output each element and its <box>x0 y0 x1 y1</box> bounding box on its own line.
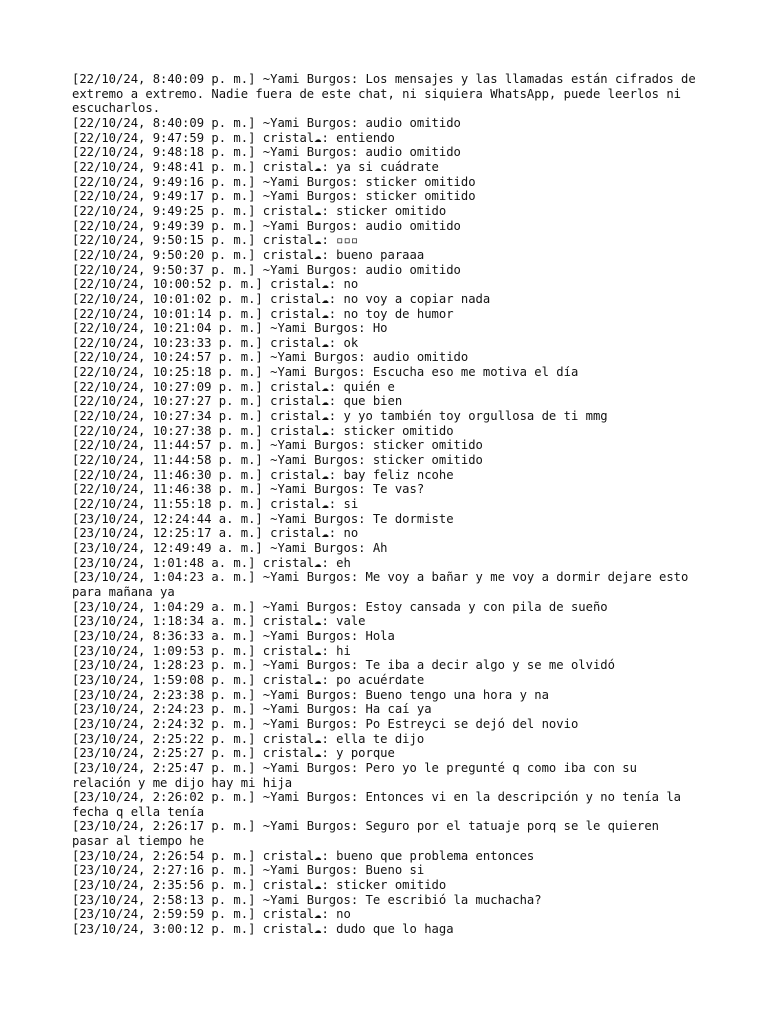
chat-message-line: [22/10/24, 10:27:34 p. m.] cristal☁: y yo también toy orgullosa de ti mmg <box>72 409 608 424</box>
chat-message-line: [22/10/24, 9:49:17 p. m.] ~Yami Burgos: sticker omitido <box>72 189 476 204</box>
chat-message-line: [22/10/24, 9:50:37 p. m.] ~Yami Burgos: audio omitido <box>72 262 461 277</box>
chat-transcript <box>72 72 702 937</box>
chat-message-line: [22/10/24, 9:49:25 p. m.] cristal☁: sticker omitido <box>72 203 447 218</box>
chat-message-line: [23/10/24, 12:25:17 a. m.] cristal☁: no <box>72 526 359 541</box>
chat-message-line: [23/10/24, 2:25:27 p. m.] cristal☁: y porque <box>72 746 395 761</box>
chat-message-line: [23/10/24, 2:26:02 p. m.] ~Yami Burgos: Entonces vi en la descripción y no tenía la fecha q ella tenía <box>72 790 689 819</box>
chat-message-line: [22/10/24, 10:24:57 p. m.] ~Yami Burgos: audio omitido <box>72 350 469 365</box>
chat-message-line: [23/10/24, 2:24:23 p. m.] ~Yami Burgos: Ha caí ya <box>72 702 432 717</box>
chat-message-line: [23/10/24, 1:09:53 p. m.] cristal☁: hi <box>72 643 351 658</box>
chat-message-line: [23/10/24, 1:18:34 a. m.] cristal☁: vale <box>72 614 366 629</box>
chat-message-line: [23/10/24, 1:28:23 p. m.] ~Yami Burgos: Te iba a decir algo y se me olvidó <box>72 658 615 673</box>
chat-message-line: [22/10/24, 10:25:18 p. m.] ~Yami Burgos: Escucha eso me motiva el día <box>72 365 579 380</box>
chat-message-line: [23/10/24, 2:26:54 p. m.] cristal☁: bueno que problema entonces <box>72 848 535 863</box>
chat-message-line: [23/10/24, 2:58:13 p. m.] ~Yami Burgos: Te escribió la muchacha? <box>72 892 542 907</box>
chat-message-line: [23/10/24, 2:23:38 p. m.] ~Yami Burgos: Bueno tengo una hora y na <box>72 687 549 702</box>
chat-message-line: [22/10/24, 11:55:18 p. m.] cristal☁: si <box>72 497 359 512</box>
chat-message-line: [23/10/24, 8:36:33 a. m.] ~Yami Burgos: Hola <box>72 628 395 643</box>
chat-message-line: [23/10/24, 1:04:23 a. m.] ~Yami Burgos: Me voy a bañar y me voy a dormir dejare esto para mañana ya <box>72 570 696 599</box>
chat-message-line: [22/10/24, 10:21:04 p. m.] ~Yami Burgos: Ho <box>72 321 388 336</box>
chat-message-line: [22/10/24, 11:46:30 p. m.] cristal☁: bay feliz ncohe <box>72 467 454 482</box>
chat-message-line: [22/10/24, 9:48:18 p. m.] ~Yami Burgos: audio omitido <box>72 145 461 160</box>
chat-message-line: [22/10/24, 11:44:58 p. m.] ~Yami Burgos: sticker omitido <box>72 453 483 468</box>
chat-message-line: [22/10/24, 9:50:20 p. m.] cristal☁: bueno paraaa <box>72 247 425 262</box>
chat-message-line: [22/10/24, 8:40:09 p. m.] ~Yami Burgos: Los mensajes y las llamadas están cifrados de extremo a extremo. Nadie fuera de este chat, ni siquiera WhatsApp, puede leerlos ni escucharlos. <box>72 72 704 116</box>
chat-message-line: [23/10/24, 2:59:59 p. m.] cristal☁: no <box>72 907 351 922</box>
chat-message-line: [23/10/24, 1:01:48 a. m.] cristal☁: eh <box>72 555 351 570</box>
chat-message-line: [23/10/24, 12:49:49 a. m.] ~Yami Burgos: Ah <box>72 541 388 555</box>
chat-message-line: [22/10/24, 10:27:09 p. m.] cristal☁: quién e <box>72 379 395 394</box>
chat-message-line: [22/10/24, 9:47:59 p. m.] cristal☁: entiendo <box>72 130 395 145</box>
chat-message-line: [22/10/24, 11:46:38 p. m.] ~Yami Burgos: Te vas? <box>72 482 425 497</box>
chat-message-line: [22/10/24, 9:49:16 p. m.] ~Yami Burgos: sticker omitido <box>72 174 476 189</box>
chat-message-line: [22/10/24, 10:00:52 p. m.] cristal☁: no <box>72 277 359 292</box>
chat-message-line: [23/10/24, 2:26:17 p. m.] ~Yami Burgos: Seguro por el tatuaje porq se le quieren pasar al tiempo he <box>72 819 667 849</box>
chat-message-line: [23/10/24, 2:24:32 p. m.] ~Yami Burgos: Po Estreyci se dejó del novio <box>72 716 579 731</box>
chat-message-line: [23/10/24, 2:25:47 p. m.] ~Yami Burgos: Pero yo le pregunté q como iba con su relación y me dijo hay mi hija <box>72 760 645 790</box>
chat-message-line: [22/10/24, 10:27:27 p. m.] cristal☁: que bien <box>72 394 403 409</box>
chat-message-line: [22/10/24, 9:49:39 p. m.] ~Yami Burgos: audio omitido <box>72 218 461 233</box>
chat-message-line: [23/10/24, 2:35:56 p. m.] cristal☁: sticker omitido <box>72 878 447 893</box>
chat-message-line: [23/10/24, 2:27:16 p. m.] ~Yami Burgos: Bueno si <box>72 863 425 878</box>
chat-message-line: [22/10/24, 10:01:14 p. m.] cristal☁: no toy de humor <box>72 306 454 321</box>
chat-message-line: [23/10/24, 12:24:44 a. m.] ~Yami Burgos: Te dormiste <box>72 511 454 526</box>
chat-message-line: [22/10/24, 11:44:57 p. m.] ~Yami Burgos: sticker omitido <box>72 438 483 453</box>
chat-message-line: [22/10/24, 8:40:09 p. m.] ~Yami Burgos: audio omitido <box>72 115 461 130</box>
chat-message-line: [23/10/24, 1:04:29 a. m.] ~Yami Burgos: Estoy cansada y con pila de sueño <box>72 599 608 614</box>
chat-message-line: [22/10/24, 10:23:33 p. m.] cristal☁: ok <box>72 335 359 350</box>
chat-message-line: [23/10/24, 2:25:22 p. m.] cristal☁: ella te dijo <box>72 731 425 746</box>
chat-message-line: [22/10/24, 9:48:41 p. m.] cristal☁: ya si cuádrate <box>72 159 439 174</box>
chat-message-line: [22/10/24, 10:27:38 p. m.] cristal☁: sticker omitido <box>72 423 454 438</box>
chat-message-line: [23/10/24, 1:59:08 p. m.] cristal☁: po acuérdate <box>72 672 425 687</box>
chat-message-line: [22/10/24, 10:01:02 p. m.] cristal☁: no voy a copiar nada <box>72 291 491 306</box>
chat-message-line: [22/10/24, 9:50:15 p. m.] cristal☁: ▫▫▫ <box>72 233 359 248</box>
chat-message-line: [23/10/24, 3:00:12 p. m.] cristal☁: dudo que lo haga <box>72 922 454 937</box>
